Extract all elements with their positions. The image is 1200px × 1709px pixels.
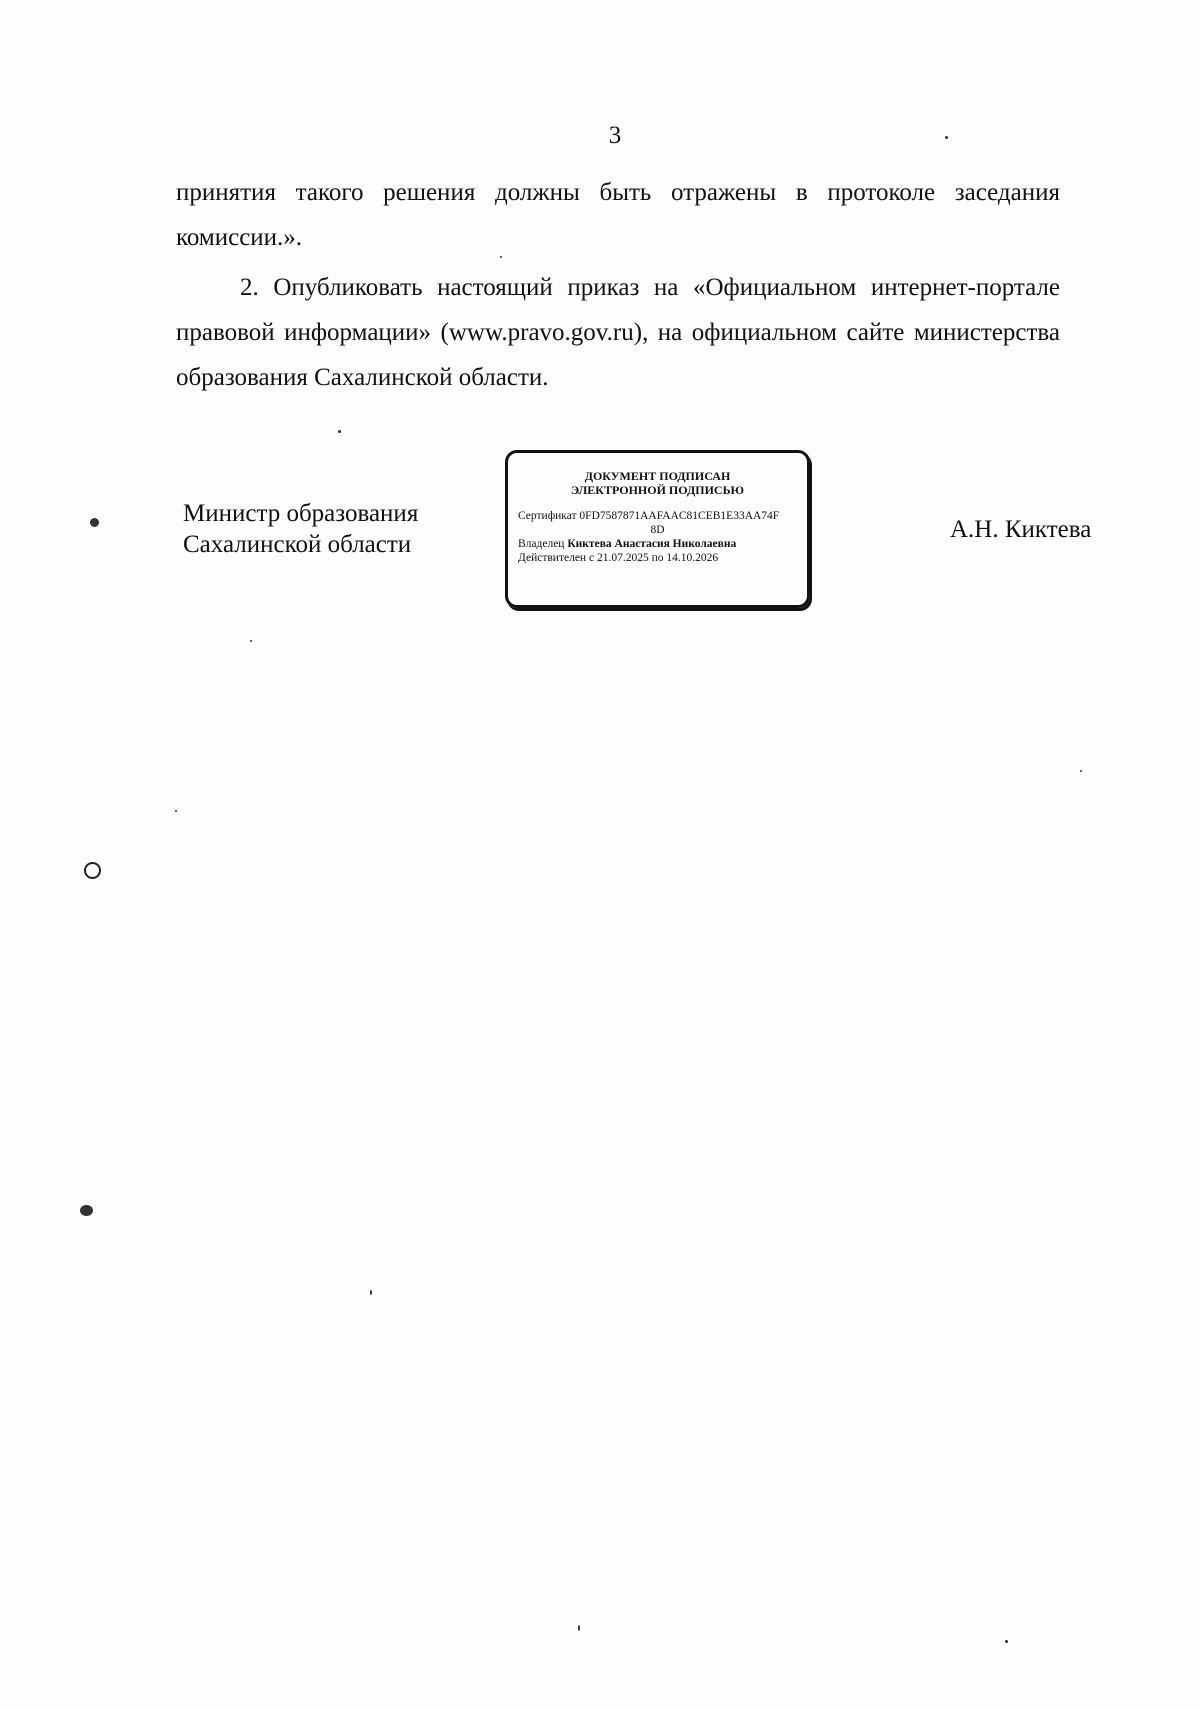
signer-position-line: Министр образования <box>183 500 419 527</box>
stamp-title-line: ДОКУМЕНТ ПОДПИСАН <box>584 469 731 483</box>
stamp-owner-label: Владелец <box>518 538 565 550</box>
scan-speck <box>90 518 99 527</box>
stamp-title-line: ЭЛЕКТРОННОЙ ПОДПИСЬЮ <box>570 483 745 497</box>
stamp-certificate <box>518 509 797 537</box>
paragraph-text: 2. Опубликовать настоящий приказ на «Официальном интернет-портале правовой информации» (www.pravo.gov.ru), на официальном сайте министерства образования Сахалинской области. <box>176 274 1060 391</box>
signer-position-line: Сахалинской области <box>183 531 412 558</box>
scan-speck <box>250 640 252 642</box>
signer-position <box>183 498 418 560</box>
scan-speck <box>1005 1640 1008 1643</box>
scan-speck <box>500 256 502 258</box>
scan-speck <box>1080 770 1082 772</box>
scan-speck <box>370 1290 372 1295</box>
scan-speck <box>945 136 948 139</box>
stamp-owner-name: Киктева Анастасия Николаевна <box>567 538 737 550</box>
stamp-certificate-value-tail: 8D <box>650 524 665 536</box>
page-number: 3 <box>608 122 622 149</box>
electronic-signature-stamp <box>505 450 810 608</box>
signer-name: А.Н. Киктева <box>950 516 1092 543</box>
paragraph-line: принятия такого решения должны быть отражены в протоколе заседания <box>176 179 1060 206</box>
scan-speck <box>338 430 341 433</box>
scan-speck <box>84 862 101 879</box>
stamp-title <box>518 469 797 497</box>
stamp-owner <box>518 537 797 551</box>
paragraph-publication <box>176 265 1060 400</box>
scan-speck <box>80 1205 93 1216</box>
stamp-certificate-label: Сертификат <box>518 510 577 522</box>
scan-speck <box>578 1625 580 1631</box>
paragraph-continuation <box>176 170 1060 260</box>
stamp-certificate-value: 0FD7587871AAFAAC81CEB1E33AA74F <box>579 510 780 522</box>
paragraph-line: комиссии.». <box>176 224 303 251</box>
stamp-validity: Действителен с 21.07.2025 по 14.10.2026 <box>518 552 719 564</box>
scan-speck <box>175 810 177 812</box>
